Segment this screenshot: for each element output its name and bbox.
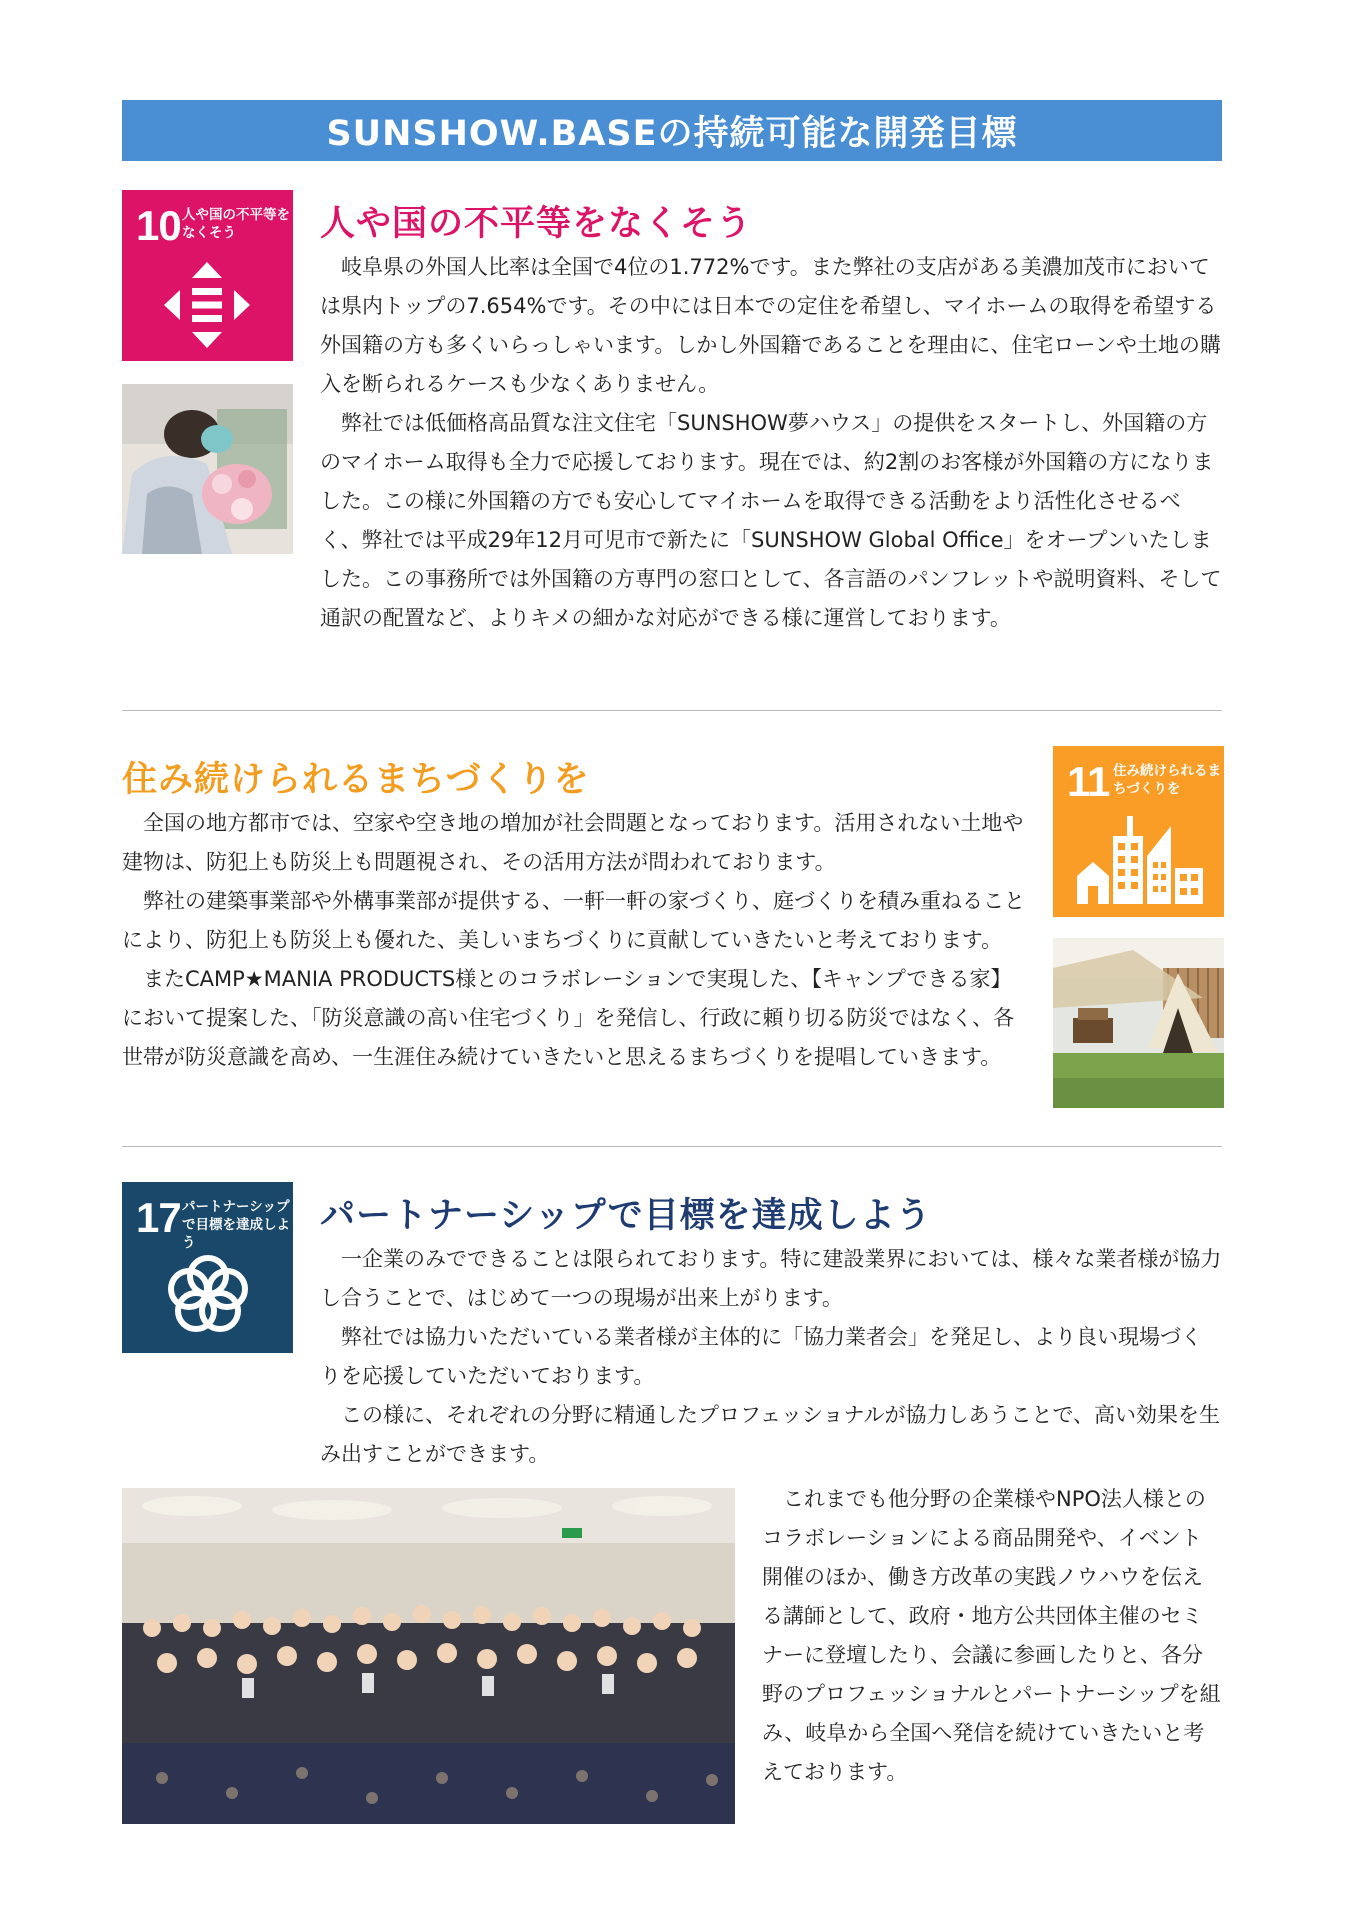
goal-number: 10 [136, 202, 181, 249]
paragraph: 岐阜県の外国人比率は全国で4位の1.772%です。また弊社の支店がある美濃加茂市においては県内トップの7.654%です。その中には日本での定住を希望し、マイホームの取得を希望する外国籍の方も多くいらっしゃいます。しかし外国籍であることを理由に、住宅ローンや土地の購入を断られるケースも少なくありません。 [320, 255, 1221, 396]
sustainable-city-icon [1075, 816, 1205, 906]
goal-number: 17 [136, 1194, 181, 1241]
paragraph: 弊社では低価格高品質な注文住宅「SUNSHOW夢ハウス」の提供をスタートし、外国籍の方のマイホーム取得も全力で応援しております。現在では、約2割のお客様が外国籍の方になりました。この様に外国籍の方でも安心してマイホームを取得できる活動をより活性化させるべく、弊社では平成29年12月可児市で新たに「SUNSHOW Global Office」をオープンいたしました。この事務所では外国籍の方専門の窓口として、各言語のパンフレットや説明資料、そして通訳の配置など、よりキメの細かな対応ができる様に運営しております。 [320, 411, 1222, 630]
section-heading-goal-17: パートナーシップで目標を達成しよう [320, 1196, 932, 1236]
paragraph: この様に、それぞれの分野に精通したプロフェッショナルが協力しあうことで、高い効果を生み出すことができます。 [320, 1403, 1221, 1466]
page-banner: SUNSHOW.BASEの持続可能な開発目標 [122, 100, 1222, 161]
goal-caption: 人や国の不平等をなくそう [182, 207, 290, 241]
reduced-inequality-icon [162, 260, 252, 350]
paragraph: またCAMP★MANIA PRODUCTS様とのコラボレーションで実現した、【キャンプできる家】において提案した、「防災意識の高い住宅づくり」を発信し、行政に頼り切る防災ではなく、各世帯が防災意識を高め、一生涯住み続けていきたいと思えるまちづくりを提唱していきます。 [122, 967, 1015, 1069]
embrace-photo [122, 384, 293, 554]
section-heading-goal-11: 住み続けられるまちづくりを [122, 760, 590, 800]
section-body-goal-10 [320, 248, 1222, 638]
camping-house-photo [1053, 938, 1224, 1108]
sdg-goal-11-tile [1053, 746, 1224, 917]
partnership-flower-icon [158, 1246, 258, 1346]
paragraph: 弊社の建築事業部や外構事業部が提供する、一軒一軒の家づくり、庭づくりを積み重ねることにより、防犯上も防災上も優れた、美しいまちづくりに貢献していきたいと考えております。 [122, 889, 1025, 952]
section-divider [122, 710, 1222, 711]
group-photo [122, 1488, 735, 1824]
goal-caption: 住み続けられるまちづくりを [1113, 763, 1221, 797]
sdg-goal-10-tile [122, 190, 293, 361]
section-body-goal-11 [122, 804, 1030, 1077]
section-body-goal-17 [320, 1240, 1222, 1474]
section-heading-goal-10: 人や国の不平等をなくそう [320, 204, 753, 244]
goal-caption: パートナーシップで目標を達成しよう [182, 1199, 290, 1251]
section-divider [122, 1146, 1222, 1147]
sdg-goal-17-tile [122, 1182, 293, 1353]
paragraph: 一企業のみでできることは限られております。特に建設業界においては、様々な業者様が協力し合うことで、はじめて一つの現場が出来上がります。 [320, 1247, 1222, 1310]
paragraph: 弊社では協力いただいている業者様が主体的に「協力業者会」を発足し、より良い現場づくりを応援していただいております。 [320, 1325, 1202, 1388]
section-side-body-goal-17 [762, 1480, 1222, 1792]
goal-number: 11 [1067, 758, 1110, 805]
paragraph: 全国の地方都市では、空家や空き地の増加が社会問題となっております。活用されない土地や建物は、防犯上も防災上も問題視され、その活用方法が問われております。 [122, 811, 1024, 874]
paragraph: これまでも他分野の企業様やNPO法人様とのコラボレーションによる商品開発や、イベント開催のほか、働き方改革の実践ノウハウを伝える講師として、政府・地方公共団体主催のセミナーに登壇したり、会議に参画したりと、各分野のプロフェッショナルとパートナーシップを組み、岐阜から全国へ発信を続けていきたいと考えております。 [762, 1487, 1221, 1784]
